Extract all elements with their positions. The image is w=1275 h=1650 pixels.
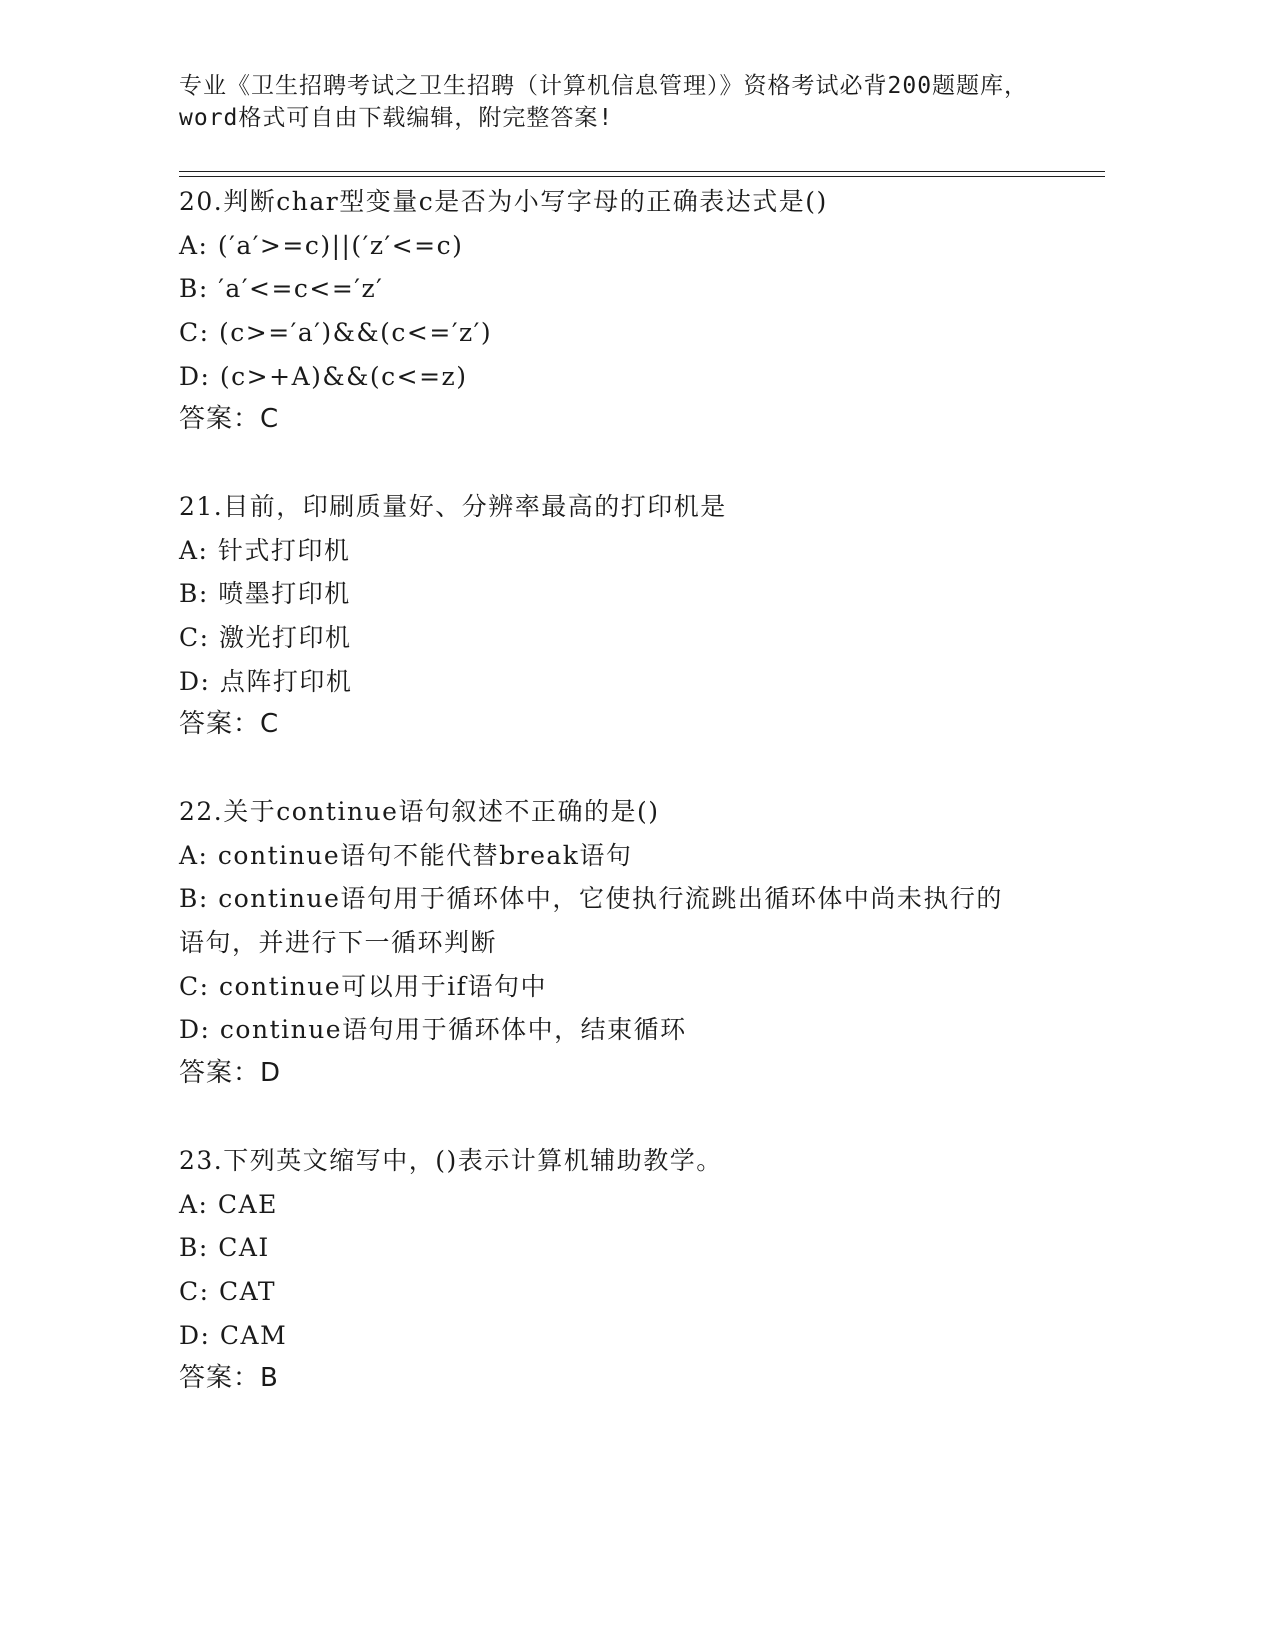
option-d: D: continue语句用于循环体中，结束循环 — [179, 1015, 687, 1045]
option-d: D: CAM — [179, 1320, 288, 1350]
option-b: B: CAI — [179, 1233, 270, 1263]
answer-label: 答案：C — [179, 709, 280, 740]
question-block-20 — [179, 180, 1079, 442]
option-a: A: 针式打印机 — [179, 535, 351, 565]
option-a: A: (′a′>=c)||(′z′<=c) — [179, 230, 464, 260]
question-stem: 22.关于continue语句叙述不正确的是() — [179, 797, 660, 826]
answer-label: 答案：D — [179, 1058, 282, 1089]
document-header — [179, 70, 1079, 134]
header-title-line-2: word格式可自由下载编辑，附完整答案! — [179, 105, 614, 131]
question-stem: 23.下列英文缩写中，()表示计算机辅助教学。 — [179, 1146, 723, 1175]
answer-label: 答案：B — [179, 1363, 279, 1394]
option-b: B: 喷墨打印机 — [179, 579, 351, 609]
header-title-line-1: 专业《卫生招聘考试之卫生招聘（计算机信息管理）》资格考试必背200题题库， — [179, 73, 1029, 99]
question-block-21 — [179, 485, 1079, 747]
option-a: A: CAE — [179, 1189, 278, 1219]
header-divider-top — [179, 171, 1105, 172]
header-divider-bottom — [179, 176, 1105, 177]
option-d: D: 点阵打印机 — [179, 666, 353, 696]
option-c: C: CAT — [179, 1277, 276, 1307]
option-c: C: 激光打印机 — [179, 623, 352, 653]
option-a: A: continue语句不能代替break语句 — [179, 840, 633, 870]
option-b-continued: 语句，并进行下一循环判断 — [179, 928, 498, 958]
question-stem: 20.判断char型变量c是否为小写字母的正确表达式是() — [179, 187, 828, 216]
option-c: C: continue可以用于if语句中 — [179, 971, 547, 1001]
answer-label: 答案：C — [179, 404, 280, 435]
option-d: D: (c>+A)&&(c<=z) — [179, 361, 468, 391]
option-c: C: (c>=′a′)&&(c<=′z′) — [179, 318, 493, 348]
question-block-23 — [179, 1139, 1079, 1401]
question-stem: 21.目前，印刷质量好、分辨率最高的打印机是 — [179, 492, 727, 521]
option-b: B: continue语句用于循环体中，它使执行流跳出循环体中尚未执行的 — [179, 884, 1003, 914]
option-b: B: ′a′<=c<=′z′ — [179, 274, 384, 304]
question-block-22 — [179, 790, 1079, 1096]
